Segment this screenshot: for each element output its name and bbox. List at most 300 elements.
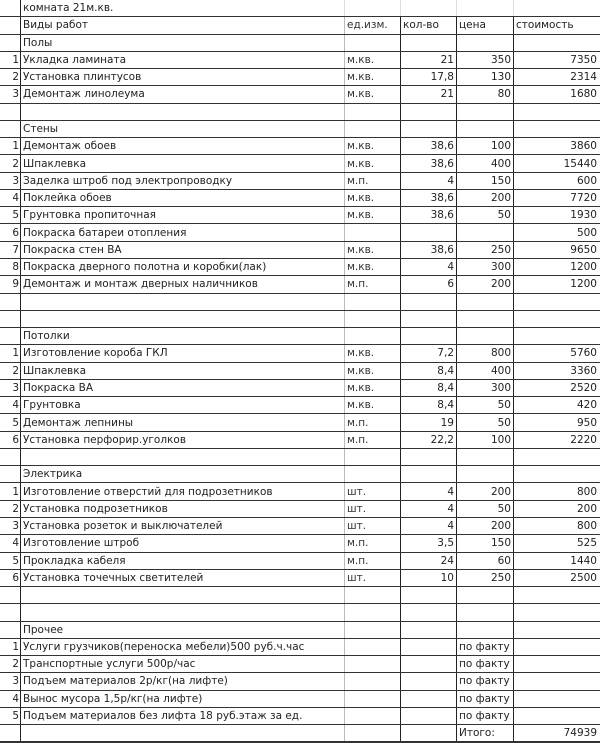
item-cost[interactable]: 2520 xyxy=(514,379,600,396)
header-price[interactable]: цена xyxy=(457,17,514,34)
item-number[interactable]: 2 xyxy=(0,500,21,517)
item-price[interactable]: 100 xyxy=(457,431,514,448)
item-name[interactable]: Услуги грузчиков(переноска мебели)500 руб.ч.час xyxy=(21,638,345,655)
item-name[interactable]: Изготовление штроб xyxy=(21,535,345,552)
item-name[interactable]: Укладка ламината xyxy=(21,51,345,68)
item-qty[interactable] xyxy=(401,224,457,241)
sheet-title[interactable]: комната 21м.кв. xyxy=(21,0,345,17)
cell[interactable] xyxy=(401,725,457,743)
total-label[interactable]: Итого: xyxy=(457,725,514,743)
cell[interactable] xyxy=(401,466,457,483)
item-unit[interactable]: м.кв. xyxy=(345,258,401,275)
item-name[interactable]: Установка плинтусов xyxy=(21,69,345,86)
cell[interactable] xyxy=(401,587,457,604)
item-qty[interactable]: 4 xyxy=(401,517,457,534)
item-number[interactable]: 3 xyxy=(0,673,21,690)
item-number[interactable]: 3 xyxy=(0,379,21,396)
item-qty[interactable]: 7,2 xyxy=(401,345,457,362)
item-cost[interactable]: 9650 xyxy=(514,241,600,258)
table-row xyxy=(0,172,600,189)
cell[interactable] xyxy=(345,120,401,137)
item-unit[interactable]: шт. xyxy=(345,569,401,586)
section-title-row xyxy=(0,328,600,345)
item-qty[interactable] xyxy=(401,656,457,673)
item-number[interactable]: 4 xyxy=(0,397,21,414)
blank-row xyxy=(0,587,600,604)
item-price[interactable]: 300 xyxy=(457,258,514,275)
section-title[interactable]: Полы xyxy=(21,34,345,51)
item-unit[interactable]: м.п. xyxy=(345,431,401,448)
cell[interactable] xyxy=(0,328,21,345)
section-title-row xyxy=(0,120,600,137)
item-number[interactable]: 5 xyxy=(0,552,21,569)
cell[interactable] xyxy=(457,103,514,120)
table-row xyxy=(0,258,600,275)
cell[interactable] xyxy=(345,621,401,638)
item-qty[interactable]: 3,5 xyxy=(401,535,457,552)
item-number[interactable]: 2 xyxy=(0,69,21,86)
item-unit[interactable] xyxy=(345,656,401,673)
section-title[interactable]: Прочее xyxy=(21,621,345,638)
item-cost[interactable]: 420 xyxy=(514,397,600,414)
item-price[interactable]: 400 xyxy=(457,155,514,172)
item-cost[interactable]: 525 xyxy=(514,535,600,552)
cell[interactable] xyxy=(457,293,514,310)
item-unit[interactable]: м.п. xyxy=(345,276,401,293)
cell[interactable] xyxy=(345,103,401,120)
cell[interactable] xyxy=(345,0,401,17)
cell[interactable] xyxy=(21,725,345,743)
item-price[interactable]: 200 xyxy=(457,517,514,534)
item-name[interactable]: Вынос мусора 1,5р/кг(на лифте) xyxy=(21,690,345,707)
item-number[interactable]: 7 xyxy=(0,241,21,258)
section-title-row xyxy=(0,466,600,483)
item-number[interactable]: 2 xyxy=(0,656,21,673)
cell[interactable] xyxy=(345,466,401,483)
item-price[interactable]: 200 xyxy=(457,483,514,500)
item-unit[interactable]: м.кв. xyxy=(345,379,401,396)
table-row xyxy=(0,51,600,68)
cell[interactable] xyxy=(21,587,345,604)
header-cost[interactable]: стоимость xyxy=(514,17,600,34)
cell[interactable] xyxy=(401,34,457,51)
item-qty[interactable]: 21 xyxy=(401,86,457,103)
item-name[interactable]: Подъем материалов без лифта 18 руб.этаж за ед. xyxy=(21,707,345,724)
table-row xyxy=(0,155,600,172)
table-row xyxy=(0,673,600,690)
cell[interactable] xyxy=(345,293,401,310)
item-number[interactable]: 4 xyxy=(0,535,21,552)
blank-row xyxy=(0,448,600,465)
item-cost[interactable]: 3860 xyxy=(514,138,600,155)
table-row xyxy=(0,535,600,552)
item-name[interactable]: Прокладка кабеля xyxy=(21,552,345,569)
section-title[interactable]: Стены xyxy=(21,120,345,137)
item-price[interactable] xyxy=(457,224,514,241)
item-number[interactable]: 3 xyxy=(0,517,21,534)
cell[interactable] xyxy=(514,328,600,345)
item-unit[interactable] xyxy=(345,224,401,241)
item-number[interactable]: 5 xyxy=(0,207,21,224)
item-number[interactable]: 4 xyxy=(0,690,21,707)
item-name[interactable]: Покраска стен ВА xyxy=(21,241,345,258)
item-name[interactable]: Грунтовка пропиточная xyxy=(21,207,345,224)
cell[interactable] xyxy=(0,120,21,137)
item-unit[interactable] xyxy=(345,707,401,724)
item-name[interactable]: Демонтаж и монтаж дверных наличников xyxy=(21,276,345,293)
title-row xyxy=(0,0,600,17)
item-qty[interactable]: 38,6 xyxy=(401,138,457,155)
item-cost[interactable]: 1200 xyxy=(514,276,600,293)
item-number[interactable]: 4 xyxy=(0,189,21,206)
cell[interactable] xyxy=(457,587,514,604)
item-price[interactable]: 50 xyxy=(457,397,514,414)
item-qty[interactable] xyxy=(401,707,457,724)
item-cost[interactable]: 1200 xyxy=(514,258,600,275)
table-row xyxy=(0,379,600,396)
item-qty[interactable] xyxy=(401,690,457,707)
table-row xyxy=(0,690,600,707)
item-price[interactable]: 300 xyxy=(457,379,514,396)
item-name[interactable]: Изготовление отверстий для подрозетников xyxy=(21,483,345,500)
cell[interactable] xyxy=(514,34,600,51)
item-cost[interactable]: 200 xyxy=(514,500,600,517)
cell[interactable] xyxy=(401,103,457,120)
table-row xyxy=(0,517,600,534)
item-price[interactable]: 800 xyxy=(457,345,514,362)
table-row xyxy=(0,138,600,155)
item-price[interactable]: 60 xyxy=(457,552,514,569)
item-qty[interactable]: 17,8 xyxy=(401,69,457,86)
cell[interactable] xyxy=(0,725,21,743)
section-title[interactable]: Электрика xyxy=(21,466,345,483)
item-price[interactable]: 80 xyxy=(457,86,514,103)
item-number[interactable]: 3 xyxy=(0,86,21,103)
item-number[interactable]: 6 xyxy=(0,224,21,241)
table-row xyxy=(0,345,600,362)
item-qty[interactable]: 8,4 xyxy=(401,379,457,396)
item-number[interactable]: 1 xyxy=(0,345,21,362)
cell[interactable] xyxy=(514,120,600,137)
item-name[interactable]: Демонтаж обоев xyxy=(21,138,345,155)
item-qty[interactable]: 4 xyxy=(401,483,457,500)
cell[interactable] xyxy=(0,0,21,17)
section-title[interactable]: Потолки xyxy=(21,328,345,345)
cell[interactable] xyxy=(457,310,514,327)
cell[interactable] xyxy=(457,466,514,483)
cell[interactable] xyxy=(401,120,457,137)
item-name[interactable]: Демонтаж лепнины xyxy=(21,414,345,431)
item-number[interactable]: 9 xyxy=(0,276,21,293)
item-cost[interactable] xyxy=(514,638,600,655)
item-cost[interactable] xyxy=(514,673,600,690)
item-name[interactable]: Установка точечных светителей xyxy=(21,569,345,586)
cell[interactable] xyxy=(345,310,401,327)
item-number[interactable]: 2 xyxy=(0,362,21,379)
cell[interactable] xyxy=(514,604,600,621)
item-price[interactable]: 250 xyxy=(457,241,514,258)
cell[interactable] xyxy=(457,0,514,17)
cell[interactable] xyxy=(401,293,457,310)
item-name[interactable]: Транспортные услуги 500р/час xyxy=(21,656,345,673)
item-price[interactable]: 200 xyxy=(457,276,514,293)
item-cost[interactable]: 800 xyxy=(514,517,600,534)
table-row xyxy=(0,552,600,569)
item-qty[interactable]: 19 xyxy=(401,414,457,431)
blank-row xyxy=(0,293,600,310)
item-cost[interactable] xyxy=(514,656,600,673)
item-unit[interactable]: м.кв. xyxy=(345,155,401,172)
item-name[interactable]: Установка перфорир.уголков xyxy=(21,431,345,448)
item-unit[interactable]: м.кв. xyxy=(345,362,401,379)
item-number[interactable]: 1 xyxy=(0,51,21,68)
cell[interactable] xyxy=(514,310,600,327)
item-price[interactable]: 150 xyxy=(457,172,514,189)
item-unit[interactable]: шт. xyxy=(345,500,401,517)
cell[interactable] xyxy=(21,310,345,327)
table-row xyxy=(0,431,600,448)
item-unit[interactable]: м.п. xyxy=(345,535,401,552)
table-row xyxy=(0,362,600,379)
cell[interactable] xyxy=(21,103,345,120)
cell[interactable] xyxy=(0,34,21,51)
item-cost[interactable]: 1440 xyxy=(514,552,600,569)
item-price[interactable]: 50 xyxy=(457,414,514,431)
item-name[interactable]: Грунтовка xyxy=(21,397,345,414)
item-price[interactable]: по факту xyxy=(457,656,514,673)
item-unit[interactable]: м.п. xyxy=(345,172,401,189)
item-price[interactable]: по факту xyxy=(457,673,514,690)
item-qty[interactable] xyxy=(401,638,457,655)
item-name[interactable]: Установка розеток и выключателей xyxy=(21,517,345,534)
item-name[interactable]: Покраска дверного полотна и коробки(лак) xyxy=(21,258,345,275)
item-number[interactable]: 1 xyxy=(0,638,21,655)
table-row xyxy=(0,397,600,414)
item-cost[interactable]: 2220 xyxy=(514,431,600,448)
table-row xyxy=(0,207,600,224)
item-qty[interactable]: 38,6 xyxy=(401,155,457,172)
cell[interactable] xyxy=(514,448,600,465)
item-number[interactable]: 8 xyxy=(0,258,21,275)
item-number[interactable]: 1 xyxy=(0,138,21,155)
cell[interactable] xyxy=(21,604,345,621)
item-number[interactable]: 1 xyxy=(0,483,21,500)
item-cost[interactable]: 2500 xyxy=(514,569,600,586)
cell[interactable] xyxy=(0,103,21,120)
item-unit[interactable]: шт. xyxy=(345,483,401,500)
item-cost[interactable]: 1930 xyxy=(514,207,600,224)
item-unit[interactable]: м.п. xyxy=(345,552,401,569)
section-title-row xyxy=(0,621,600,638)
cell[interactable] xyxy=(401,0,457,17)
item-price[interactable]: по факту xyxy=(457,707,514,724)
item-cost[interactable] xyxy=(514,690,600,707)
item-name[interactable]: Изготовление короба ГКЛ xyxy=(21,345,345,362)
item-name[interactable]: Покраска ВА xyxy=(21,379,345,396)
item-price[interactable]: 50 xyxy=(457,500,514,517)
item-unit[interactable]: м.кв. xyxy=(345,241,401,258)
item-unit[interactable]: м.кв. xyxy=(345,51,401,68)
cell[interactable] xyxy=(345,34,401,51)
cell[interactable] xyxy=(0,466,21,483)
item-name[interactable]: Поклейка обоев xyxy=(21,189,345,206)
cell[interactable] xyxy=(0,448,21,465)
item-name[interactable]: Шпаклевка xyxy=(21,155,345,172)
item-unit[interactable] xyxy=(345,690,401,707)
table-row xyxy=(0,569,600,586)
item-qty[interactable]: 4 xyxy=(401,258,457,275)
item-qty[interactable]: 8,4 xyxy=(401,397,457,414)
item-unit[interactable]: шт. xyxy=(345,517,401,534)
item-number[interactable]: 3 xyxy=(0,172,21,189)
cell[interactable] xyxy=(514,103,600,120)
item-qty[interactable]: 38,6 xyxy=(401,241,457,258)
item-name[interactable]: Подъем материалов 2р/кг(на лифте) xyxy=(21,673,345,690)
header-unit[interactable]: ед.изм. xyxy=(345,17,401,34)
cell[interactable] xyxy=(514,466,600,483)
header-qty[interactable]: кол-во xyxy=(401,17,457,34)
cell[interactable] xyxy=(457,120,514,137)
item-number[interactable]: 5 xyxy=(0,707,21,724)
total-row xyxy=(0,725,600,743)
item-cost[interactable]: 800 xyxy=(514,483,600,500)
table-row xyxy=(0,500,600,517)
item-cost[interactable]: 3360 xyxy=(514,362,600,379)
item-cost[interactable] xyxy=(514,707,600,724)
item-unit[interactable] xyxy=(345,638,401,655)
item-price[interactable]: 130 xyxy=(457,69,514,86)
cell[interactable] xyxy=(21,293,345,310)
header-name[interactable]: Виды работ xyxy=(21,17,345,34)
cell[interactable] xyxy=(345,725,401,743)
item-unit[interactable]: м.кв. xyxy=(345,207,401,224)
item-name[interactable]: Заделка штроб под электропроводку xyxy=(21,172,345,189)
cell[interactable] xyxy=(0,293,21,310)
item-price[interactable]: 200 xyxy=(457,189,514,206)
total-value[interactable]: 74939 xyxy=(514,725,600,743)
item-qty[interactable]: 38,6 xyxy=(401,189,457,206)
cell[interactable] xyxy=(457,34,514,51)
item-name[interactable]: Демонтаж линолеума xyxy=(21,86,345,103)
cell[interactable] xyxy=(401,604,457,621)
cell[interactable] xyxy=(401,328,457,345)
item-number[interactable]: 2 xyxy=(0,155,21,172)
cell[interactable] xyxy=(0,587,21,604)
item-cost[interactable]: 7350 xyxy=(514,51,600,68)
item-unit[interactable]: м.кв. xyxy=(345,86,401,103)
item-cost[interactable]: 7720 xyxy=(514,189,600,206)
item-name[interactable]: Покраска батареи отопления xyxy=(21,224,345,241)
table-row xyxy=(0,483,600,500)
cell[interactable] xyxy=(345,328,401,345)
table-row xyxy=(0,638,600,655)
item-price[interactable]: 400 xyxy=(457,362,514,379)
cell[interactable] xyxy=(457,604,514,621)
item-cost[interactable]: 15440 xyxy=(514,155,600,172)
item-unit[interactable] xyxy=(345,673,401,690)
cell[interactable] xyxy=(0,17,21,34)
item-number[interactable]: 6 xyxy=(0,431,21,448)
item-price[interactable]: 150 xyxy=(457,535,514,552)
cell[interactable] xyxy=(514,0,600,17)
cell[interactable] xyxy=(0,621,21,638)
item-qty[interactable] xyxy=(401,673,457,690)
item-price[interactable]: по факту xyxy=(457,638,514,655)
item-unit[interactable]: м.кв. xyxy=(345,345,401,362)
blank-row xyxy=(0,310,600,327)
item-unit[interactable]: м.кв. xyxy=(345,69,401,86)
item-cost[interactable]: 950 xyxy=(514,414,600,431)
cell[interactable] xyxy=(345,448,401,465)
cell[interactable] xyxy=(457,328,514,345)
item-qty[interactable]: 22,2 xyxy=(401,431,457,448)
cell[interactable] xyxy=(457,448,514,465)
item-cost[interactable]: 5760 xyxy=(514,345,600,362)
item-price[interactable]: 350 xyxy=(457,51,514,68)
table-row xyxy=(0,241,600,258)
table-row xyxy=(0,414,600,431)
item-qty[interactable]: 4 xyxy=(401,500,457,517)
item-price[interactable]: по факту xyxy=(457,690,514,707)
item-qty[interactable]: 10 xyxy=(401,569,457,586)
item-qty[interactable]: 21 xyxy=(401,51,457,68)
item-qty[interactable]: 6 xyxy=(401,276,457,293)
cell[interactable] xyxy=(514,587,600,604)
table-row xyxy=(0,656,600,673)
item-unit[interactable]: м.кв. xyxy=(345,397,401,414)
item-qty[interactable]: 8,4 xyxy=(401,362,457,379)
item-qty[interactable]: 38,6 xyxy=(401,207,457,224)
item-number[interactable]: 5 xyxy=(0,414,21,431)
table-row xyxy=(0,707,600,724)
cell[interactable] xyxy=(401,310,457,327)
cell[interactable] xyxy=(514,293,600,310)
item-qty[interactable]: 4 xyxy=(401,172,457,189)
table-row xyxy=(0,69,600,86)
section-title-row xyxy=(0,34,600,51)
item-price[interactable]: 250 xyxy=(457,569,514,586)
item-cost[interactable]: 600 xyxy=(514,172,600,189)
blank-row xyxy=(0,604,600,621)
item-unit[interactable]: м.кв. xyxy=(345,189,401,206)
item-number[interactable]: 6 xyxy=(0,569,21,586)
cell[interactable] xyxy=(345,604,401,621)
item-cost[interactable]: 1680 xyxy=(514,86,600,103)
item-unit[interactable]: м.п. xyxy=(345,414,401,431)
table-row xyxy=(0,224,600,241)
cell[interactable] xyxy=(514,621,600,638)
cell[interactable] xyxy=(21,448,345,465)
cell[interactable] xyxy=(345,587,401,604)
cell[interactable] xyxy=(457,621,514,638)
item-cost[interactable]: 2314 xyxy=(514,69,600,86)
item-price[interactable]: 100 xyxy=(457,138,514,155)
cell[interactable] xyxy=(0,604,21,621)
table-row xyxy=(0,276,600,293)
cell[interactable] xyxy=(401,448,457,465)
cell[interactable] xyxy=(401,621,457,638)
cell[interactable] xyxy=(0,310,21,327)
blank-row xyxy=(0,103,600,120)
item-qty[interactable]: 24 xyxy=(401,552,457,569)
item-name[interactable]: Установка подрозетников xyxy=(21,500,345,517)
item-price[interactable]: 50 xyxy=(457,207,514,224)
table-row xyxy=(0,189,600,206)
item-name[interactable]: Шпаклевка xyxy=(21,362,345,379)
item-cost[interactable]: 500 xyxy=(514,224,600,241)
header-row xyxy=(0,17,600,34)
item-unit[interactable]: м.кв. xyxy=(345,138,401,155)
